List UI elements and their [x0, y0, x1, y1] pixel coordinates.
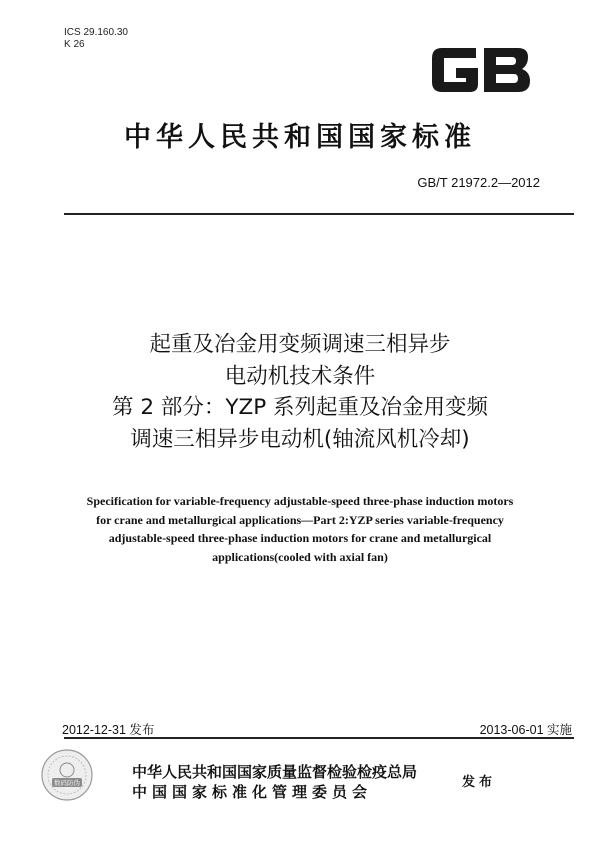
title-en-line-4: applications(cooled with axial fan): [212, 549, 388, 564]
implementation-date: 2013-06-01 实施: [479, 723, 572, 737]
issuer-line-2: 中国国家标准化管理委员会: [132, 783, 373, 801]
ics-code: ICS 29.160.30: [64, 27, 128, 38]
title-en-line-3: adjustable-speed three-phase induction motors for crane and metallurgical: [108, 531, 492, 545]
title-en-line-2: for crane and metallurgical applications—Part 2:YZP series variable-frequency: [96, 512, 504, 527]
issuer-line-1: 中华人民共和国国家质量监督检验检疫总局: [132, 763, 418, 781]
title-zh-line-3: 第 2 部分：YZP 系列起重及冶金用变频: [111, 395, 488, 420]
anti-counterfeit-seal-icon: [40, 748, 94, 802]
title-zh-line-1: 起重及冶金用变频调速三相异步: [149, 332, 451, 357]
publish-label: 发布: [462, 775, 497, 790]
title-en: [40, 492, 560, 566]
header-divider: [64, 213, 574, 215]
standard-number: GB/T 21972.2—2012: [417, 175, 540, 190]
issue-date: 2012-12-31 发布: [62, 723, 155, 737]
anti-counterfeit-stamp: [40, 748, 94, 802]
footer-divider: [64, 737, 574, 739]
title-zh: [0, 329, 600, 455]
issuing-authorities: [132, 762, 417, 802]
title-zh-line-4: 调速三相异步电动机(轴流风机冷却): [130, 426, 470, 452]
ccs-code: K 26: [64, 39, 85, 50]
org-title: 中华人民共和国国家标准: [124, 122, 476, 153]
title-en-line-1: Specification for variable-frequency adjustable-speed three-phase induction motors: [86, 494, 514, 508]
classification-codes: [64, 27, 128, 51]
gb-standard-logo-icon: [426, 40, 536, 100]
title-zh-line-2: 电动机技术条件: [224, 363, 376, 389]
gb-logo: [426, 40, 536, 100]
stamp-label: 数码防伪: [54, 779, 80, 787]
